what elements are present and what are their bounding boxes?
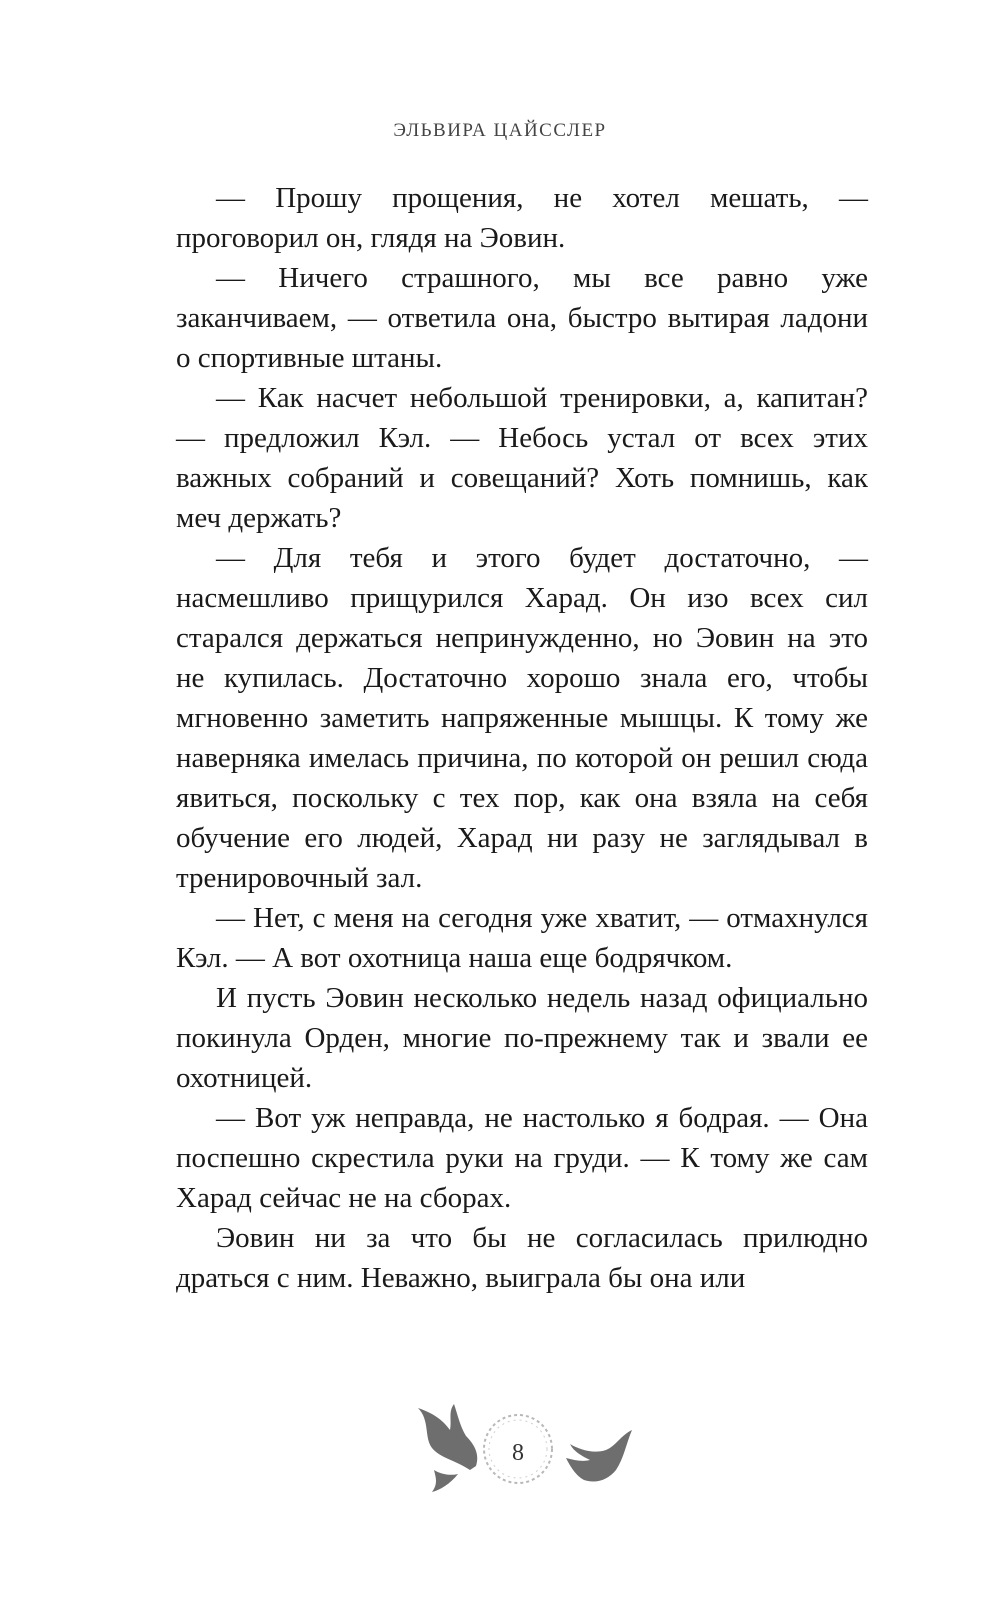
paragraph: — Прошу прощения, не хотел мешать, — проговорил он, глядя на Эовин. (176, 182, 868, 254)
paragraph: — Как насчет небольшой тренировки, а, капитан? — предложил Кэл. — Небось устал от всех этих важных собраний и совещаний? Хоть помнишь, как меч держать? (176, 382, 868, 534)
paragraph: И пусть Эовин несколько недель назад официально покинула Орден, многие по-прежнему так и звали ее охотницей. (176, 982, 868, 1094)
page-footer (0, 1400, 1000, 1500)
paragraph: Эовин ни за что бы не согласилась прилюдно драться с ним. Неважно, выиграла бы она или (176, 1222, 868, 1294)
paragraph: — Ничего страшного, мы все равно уже заканчиваем, — ответила она, быстро вытирая ладони о спортивные штаны. (176, 262, 868, 374)
body-text (176, 178, 868, 1298)
running-title: ЭЛЬВИРА ЦАЙССЛЕР (393, 120, 607, 141)
paragraph: — Вот уж неправда, не настолько я бодрая. — Она поспешно скрестила руки на груди. — К тому же сам Харад сейчас не на сборах. (176, 1102, 868, 1214)
paragraph: — Для тебя и этого будет достаточно, — насмешливо прищурился Харад. Он изо всех сил старался держаться непринужденно, но Эовин на это не купилась. Достаточно хорошо знала его, чтобы мгновенно заметить напряженные мышцы. К тому же наверняка имелась причина, по которой он решил сюда явиться, поскольку с тех пор, как она взяла на себя обучение его людей, Харад ни разу не заглядывал в тренировочный зал. (176, 542, 868, 894)
page-number: 8 (512, 1440, 524, 1466)
raven-right-icon (560, 1400, 640, 1500)
paragraph: — Нет, с меня на сегодня уже хватит, — отмахнулся Кэл. — А вот охотница наша еще бодрячком. (176, 902, 868, 974)
